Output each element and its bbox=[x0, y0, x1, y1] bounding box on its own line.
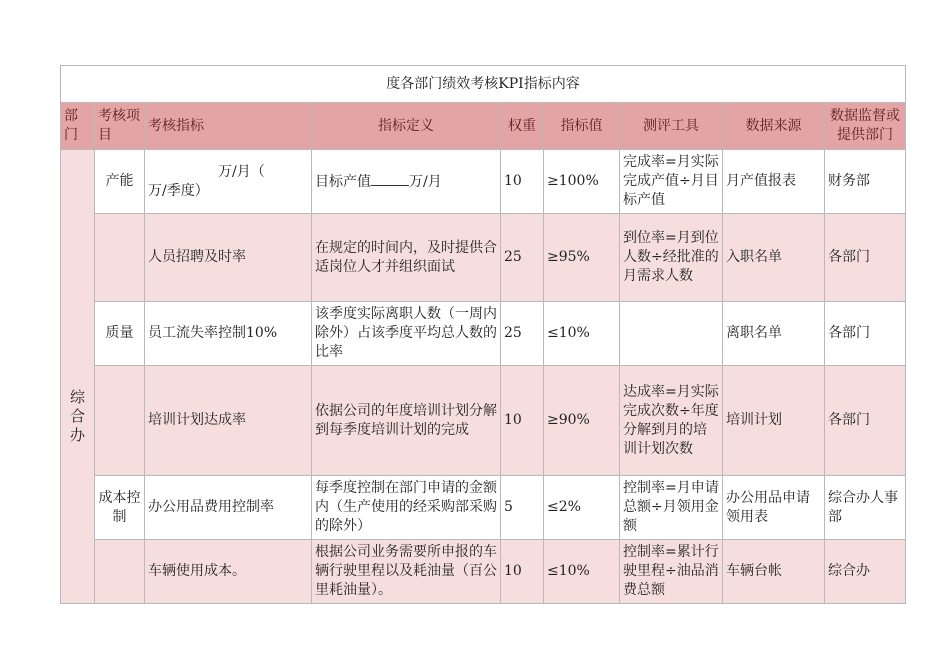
value-cell: ≥95% bbox=[544, 214, 620, 302]
source-cell: 入职名单 bbox=[723, 214, 825, 302]
indicator-cell: 办公用品费用控制率 bbox=[145, 476, 312, 540]
value-cell: ≥100% bbox=[544, 150, 620, 214]
table-row bbox=[61, 540, 906, 604]
item-cell bbox=[95, 540, 145, 604]
weight-cell: 25 bbox=[501, 302, 544, 366]
definition-part-1: 目标产值 bbox=[315, 174, 371, 190]
header-tool: 测评工具 bbox=[620, 103, 723, 150]
item-cell: 产能 bbox=[95, 150, 145, 214]
table-row bbox=[61, 150, 906, 214]
item-cell bbox=[95, 214, 145, 302]
indicator-line-1: 万/月（ bbox=[218, 163, 265, 180]
monitor-cell: 各部门 bbox=[825, 366, 906, 476]
value-cell: ≤10% bbox=[544, 302, 620, 366]
department-label: 综合办 bbox=[69, 388, 85, 444]
monitor-cell: 财务部 bbox=[825, 150, 906, 214]
tool-cell: 完成率=月实际完成产值÷月目标产值 bbox=[620, 150, 723, 214]
monitor-cell: 各部门 bbox=[825, 214, 906, 302]
weight-cell: 25 bbox=[501, 214, 544, 302]
source-cell: 月产值报表 bbox=[723, 150, 825, 214]
header-definition: 指标定义 bbox=[312, 103, 501, 150]
definition-cell: 每季度控制在部门申请的金额内（生产使用的经采购部采购的除外） bbox=[312, 476, 501, 540]
value-cell: ≤10% bbox=[544, 540, 620, 604]
source-cell: 办公用品申请领用表 bbox=[723, 476, 825, 540]
indicator-cell: 培训计划达成率 bbox=[145, 366, 312, 476]
definition-cell bbox=[312, 150, 501, 214]
source-cell: 离职名单 bbox=[723, 302, 825, 366]
indicator-cell: 车辆使用成本。 bbox=[145, 540, 312, 604]
fill-blank bbox=[371, 171, 409, 186]
table-row bbox=[61, 366, 906, 476]
tool-cell: 控制率=月申请总额÷月领用金额 bbox=[620, 476, 723, 540]
header-monitor: 数据监督或提供部门 bbox=[825, 103, 906, 150]
indicator-cell: 人员招聘及时率 bbox=[145, 214, 312, 302]
tool-cell: 控制率=累计行驶里程÷油品消费总额 bbox=[620, 540, 723, 604]
header-row bbox=[61, 103, 906, 150]
item-cell bbox=[95, 366, 145, 476]
definition-cell: 根据公司业务需要所申报的车辆行驶里程以及耗油量（百公里耗油量）。 bbox=[312, 540, 501, 604]
item-cell: 质量 bbox=[95, 302, 145, 366]
header-source: 数据来源 bbox=[723, 103, 825, 150]
header-item: 考核项目 bbox=[95, 103, 145, 150]
monitor-cell: 综合办人事部 bbox=[825, 476, 906, 540]
header-dept: 部门 bbox=[61, 103, 95, 150]
department-cell bbox=[61, 150, 95, 604]
definition-cell: 在规定的时间内，及时提供合适岗位人才并组织面试 bbox=[312, 214, 501, 302]
value-cell: ≥90% bbox=[544, 366, 620, 476]
source-cell: 培训计划 bbox=[723, 366, 825, 476]
tool-cell: 到位率=月到位人数÷经批准的月需求人数 bbox=[620, 214, 723, 302]
tool-cell: 达成率=月实际完成次数÷年度分解到月的培训计划次数 bbox=[620, 366, 723, 476]
item-cell: 成本控制 bbox=[95, 476, 145, 540]
kpi-table bbox=[60, 65, 906, 604]
indicator-line-2: 万/季度） bbox=[148, 182, 209, 199]
definition-cell: 依据公司的年度培训计划分解到每季度培训计划的完成 bbox=[312, 366, 501, 476]
header-indicator: 考核指标 bbox=[145, 103, 312, 150]
weight-cell: 10 bbox=[501, 540, 544, 604]
tool-cell bbox=[620, 302, 723, 366]
weight-cell: 10 bbox=[501, 150, 544, 214]
table-row bbox=[61, 302, 906, 366]
value-cell: ≤2% bbox=[544, 476, 620, 540]
weight-cell: 10 bbox=[501, 366, 544, 476]
table-row bbox=[61, 476, 906, 540]
definition-cell: 该季度实际离职人数（一周内除外）占该季度平均总人数的比率 bbox=[312, 302, 501, 366]
header-weight: 权重 bbox=[501, 103, 544, 150]
table-row bbox=[61, 214, 906, 302]
source-cell: 车辆台帐 bbox=[723, 540, 825, 604]
monitor-cell: 各部门 bbox=[825, 302, 906, 366]
indicator-cell bbox=[145, 150, 312, 214]
indicator-cell: 员工流失率控制10% bbox=[145, 302, 312, 366]
weight-cell: 5 bbox=[501, 476, 544, 540]
table-title: 度各部门绩效考核KPI指标内容 bbox=[61, 66, 906, 103]
definition-part-2: 万/月 bbox=[409, 174, 442, 190]
header-value: 指标值 bbox=[544, 103, 620, 150]
monitor-cell: 综合办 bbox=[825, 540, 906, 604]
